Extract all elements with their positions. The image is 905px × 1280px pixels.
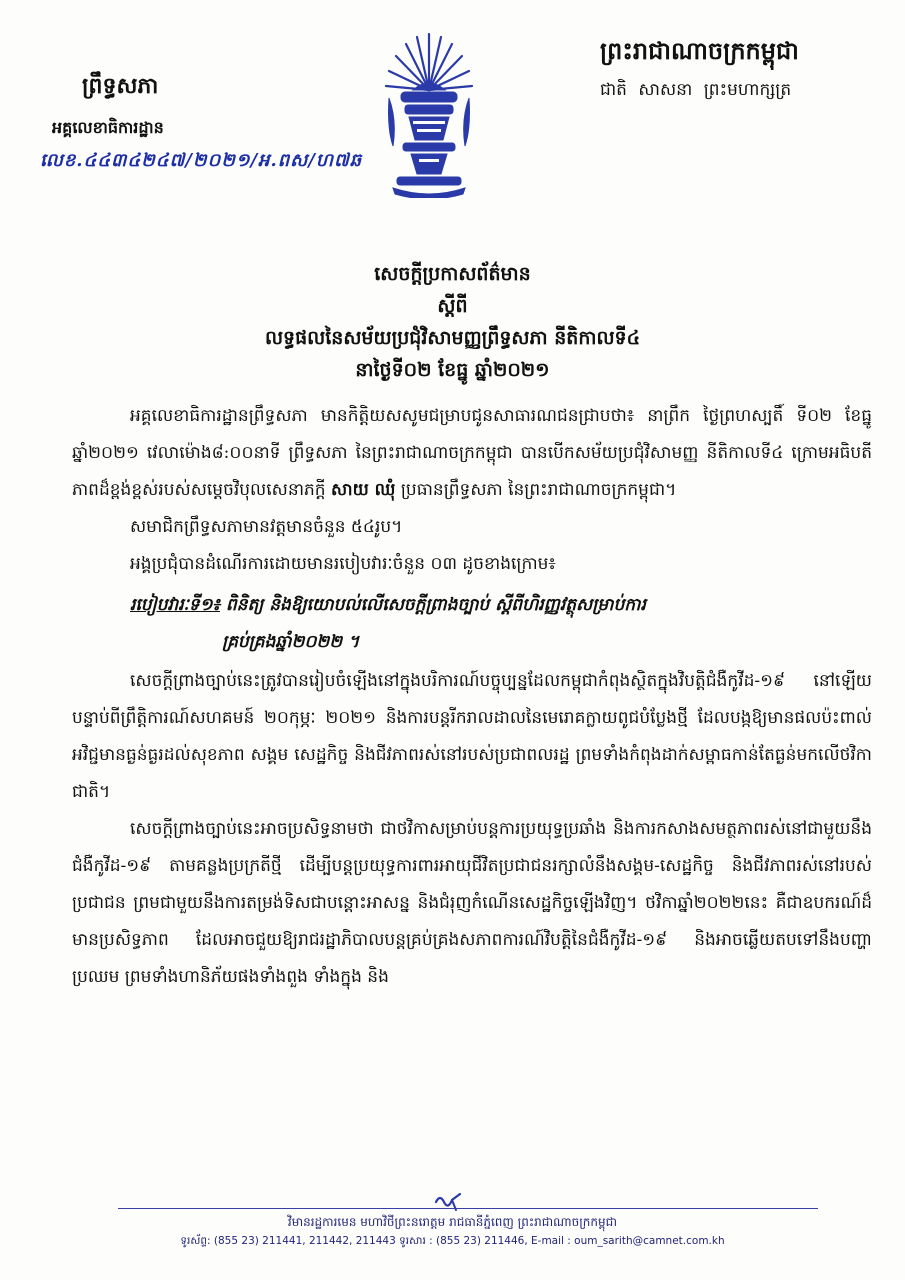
paragraph-context: សេចក្ដីព្រាងច្បាប់នេះត្រូវបានរៀបចំឡើងនៅក្នុងបរិការណ៍បច្ចុប្បន្នដែលកម្ពុជាកំពុងស្ថិតក្នុងវិបត្តិជំងឺកូវីដ-១៩ នៅឡើយ បន្ទាប់ពីព្រឹត្តិការណ៍សហគមន៍ ២០កុម្ភៈ ២០២១ និងការបន្តរីករាលដាលនៃមេរោគក្លាយពូជបំប្លែងថ្មី ដែលបង្កឱ្យមានផលប៉ះពាល់អវិជ្ជមានធ្ងន់ធ្ងរដល់សុខភាព សង្គម សេដ្ឋកិច្ច និងជីវភាពរស់នៅរបស់ប្រជាពលរដ្ឋ ព្រមទាំងកំពុងដាក់សម្ពាធកាន់តែធ្ងន់មកលើថវិកាជាតិ។ xyxy=(72,671,872,802)
footer-divider xyxy=(118,1208,818,1209)
institution-name: ព្រឹទ្ធសភា xyxy=(82,73,159,99)
paragraph-intro xyxy=(72,398,872,509)
title-line-2: ស្ដីពី xyxy=(437,295,468,317)
agenda-item-1-label: របៀបវារៈទី១៖ xyxy=(130,595,220,615)
president-name: សាយ ឈុំ xyxy=(331,480,396,500)
intro-text-a: អគ្គលេខាធិការដ្ឋានព្រឹទ្ធសភា មានកិត្តិយសសូមជម្រាបជូនសាធារណជនជ្រាបថា៖ នាព្រឹក ថ្ងៃព្រហស្បតិ៍ ទី០២ ខែធ្នូ ឆ្នាំ២០២១ វេលាម៉ោង៨:០០នាទី ព្រឹទ្ធសភា នៃព្រះរាជាណាចក្រកម្ពុជា បានបើកសម័យប្រជុំវិសាមញ្ញ នីតិកាលទី៤ ក្រោមអធិបតីភាពដ៏ខ្ពង់ខ្ពស់របស់សម្ដេចវិបុលសេនាភក្ដី xyxy=(72,406,872,500)
agenda-item-1-text: ពិនិត្យ និងឱ្យយោបល់លើសេចក្ដីព្រាងច្បាប់ ស្ដីពីហិរញ្ញវត្ថុសម្រាប់ការ xyxy=(225,595,646,615)
title-line-3: លទ្ធផលនៃសម័យប្រជុំវិសាមញ្ញព្រឹទ្ធសភា នីតិកាលទី៤ xyxy=(264,327,641,349)
paragraph-purpose: សេចក្ដីព្រាងច្បាប់នេះអាចប្រសិទ្ធនាមថា ជាថវិកាសម្រាប់បន្តការប្រយុទ្ធប្រឆាំង និងការកសាងសមត្ថភាពរស់នៅជាមួយនឹងជំងឺកូវីដ-១៩ តាមគន្លងប្រក្រតីថ្មី ដើម្បីបន្តប្រយុទ្ធការពារអាយុជីវិតប្រជាជនរក្សាលំនឹងសង្គម-សេដ្ឋកិច្ច និងជីវភាពរស់នៅរបស់ប្រជាជន ព្រមជាមួយនឹងការតម្រង់ទិសជាបន្ដោះអាសន្ន និងជំរុញកំណើនសេដ្ឋកិច្ចឡើងវិញ។ ថវិកាឆ្នាំ២០២២នេះ គឺជាឧបករណ៍ដ៏មានប្រសិទ្ធភាព ដែលអាចជួយឱ្យរាជរដ្ឋាភិបាលបន្តគ្រប់គ្រងសភាពការណ៍វិបត្តិនៃជំងឺកូវីដ-១៩ និងអាចឆ្លើយតបទៅនឹងបញ្ហាប្រឈម ព្រមទាំងហានិភ័យផងទាំងពួង ទាំងក្នុង និង xyxy=(72,819,872,987)
header-right xyxy=(600,36,890,104)
senate-emblem-icon xyxy=(383,28,475,198)
document-body xyxy=(72,398,872,996)
document-title xyxy=(0,258,905,386)
department-name: អគ្គលេខាធិការដ្ឋាន xyxy=(52,118,164,137)
paragraph-agenda-intro: អង្គប្រជុំបានដំណើរការដោយមានរបៀបវារៈចំនួន ០៣ ដូចខាងក្រោម៖ xyxy=(130,554,556,574)
page-mark-icon xyxy=(430,1192,470,1214)
title-line-1: សេចក្ដីប្រកាសព័ត៌មាន xyxy=(374,263,531,285)
footer-address: វិមានរដ្ឋការមេន មហាវិថីព្រះនរោត្តម រាជធានីភ្នំពេញ ព្រះរាជាណាចក្រកម្ពុជា xyxy=(287,1215,618,1229)
footer-contact: ទូរស័ព្ទ: (855 23) 211441, 211442, 211443 ទូរសារ : (855 23) 211446, E-mail : oum_sarith@camnet.com.kh xyxy=(180,1235,725,1247)
paragraph-attendance: សមាជិកព្រឹទ្ធសភាមានវត្តមានចំនួន ៥៤រូប។ xyxy=(130,517,403,537)
reference-number: លេខ.៤៤៣៤២៤៧/២០២១/អ.ពស/ហ៧ឆ xyxy=(40,150,363,171)
national-motto: ជាតិ សាសនា ព្រះមហាក្សត្រ xyxy=(600,80,792,100)
agenda-item-1 xyxy=(72,587,872,624)
agenda-item-1-continued: គ្រប់គ្រងឆ្នាំ២០២២ ។ xyxy=(222,632,360,652)
kingdom-name: ព្រះរាជាណាចក្រកម្ពុជា xyxy=(600,36,799,65)
title-line-4: នាថ្ងៃទី០២ ខែធ្នូ ឆ្នាំ២០២១ xyxy=(355,359,550,381)
intro-text-b: ប្រធានព្រឹទ្ធសភា នៃព្រះរាជាណាចក្រកម្ពុជា។ xyxy=(400,480,677,500)
